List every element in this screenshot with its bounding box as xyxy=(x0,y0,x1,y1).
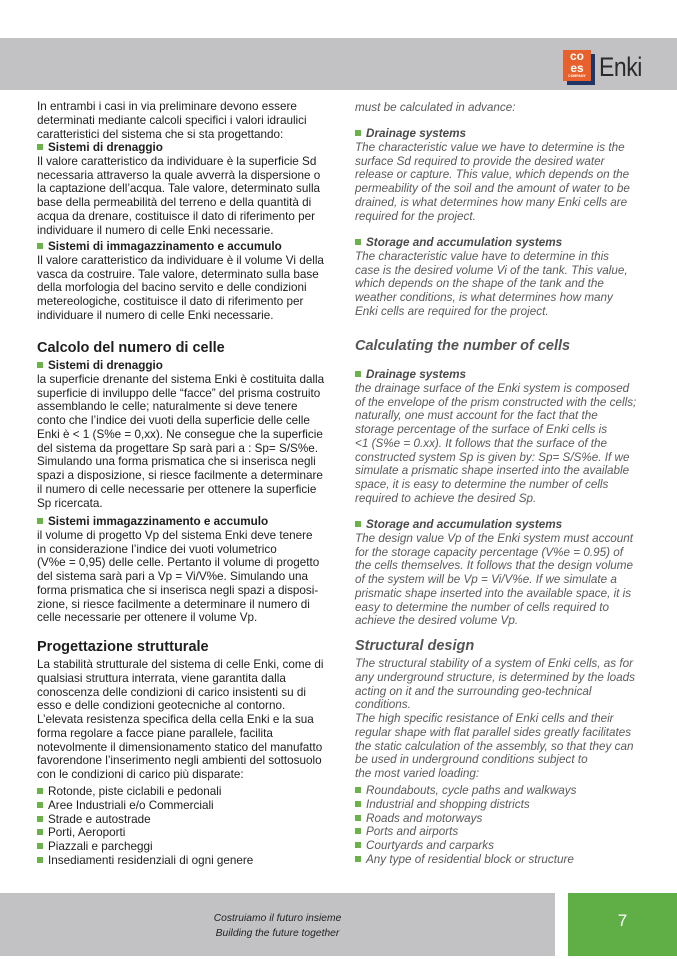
text-line: zione, si riesce facilmente a determinare il numero di xyxy=(37,597,310,611)
text-line: <1 (S%e = 0.xx). It follows that the surface of the xyxy=(355,436,608,450)
uses-list-en xyxy=(355,784,577,867)
bullet-icon xyxy=(355,239,361,245)
list-item-text: Ports and airports xyxy=(366,825,459,839)
list-item xyxy=(37,813,253,827)
text-line: which depends on the shape of the tank and the xyxy=(355,277,604,291)
logo-text-company: COMPANY xyxy=(568,74,586,78)
list-item xyxy=(355,798,577,812)
logo-text-co: co xyxy=(569,50,584,63)
text-line: la superficie drenante del sistema Enki è costituita dalla xyxy=(37,372,325,386)
bullet-icon xyxy=(355,801,361,807)
calc-storage-en xyxy=(355,518,633,628)
text-line: required to achieve the desired Sp. xyxy=(355,491,537,505)
list-item-text: Roads and motorways xyxy=(366,811,483,825)
text-line: Simulando una forma prismatica che si inserisca negli xyxy=(37,455,316,469)
subsection-title xyxy=(355,368,636,382)
list-item xyxy=(37,799,253,813)
list-item-text: Insediamenti residenziali di ogni genere xyxy=(48,853,254,867)
bullet-icon xyxy=(37,857,43,863)
text-line: caratteristici del sistema che si sta progettando: xyxy=(37,127,284,141)
subsection-title-text: Storage and accumulation systems xyxy=(366,236,563,249)
text-line: conoscenza delle condizioni di carico insistenti su di xyxy=(37,685,306,699)
bullet-icon xyxy=(37,843,43,849)
text-line: della morfologia del bacino servito e delle condizioni xyxy=(37,281,307,295)
heading-struct-en: Structural design xyxy=(355,638,475,654)
uses-list-it xyxy=(37,785,253,868)
text-line: Il valore caratteristico da individuare è il volume Vi della xyxy=(37,253,324,267)
text-line: la captazione dell’acqua. Tale valore, determinato sulla xyxy=(37,182,321,196)
list-item xyxy=(355,853,577,867)
text-line: forma prismatica che si inserisca negli spazi a disposi- xyxy=(37,583,319,597)
text-line: The high specific resistance of Enki cells and their xyxy=(355,712,614,725)
list-item-text: Industrial and shopping districts xyxy=(366,797,530,811)
subsection-title xyxy=(355,236,628,250)
bullet-icon xyxy=(355,521,361,527)
text-line: individuare il numero di celle Enki necessarie. xyxy=(37,308,274,322)
storage-en xyxy=(355,236,628,319)
text-line: qualsiasi struttura interrata, viene garantita dalla xyxy=(37,671,286,685)
text-line: drained, is what determines how many Enki cells are xyxy=(355,195,628,209)
bullet-icon xyxy=(37,243,43,249)
text-line: must be calculated in advance: xyxy=(355,101,516,114)
text-line: space, it is easy to determine the number of cells xyxy=(355,478,609,491)
text-line: Il valore caratteristico da individuare è la superficie Sd xyxy=(37,154,317,168)
text-line: of the system will be Vp = Vi/V%e. If we simulate a xyxy=(355,573,617,586)
text-line: surface Sd required to provide the desired water xyxy=(355,154,605,168)
heading-struct-it: Progettazione strutturale xyxy=(37,639,209,655)
coes-enki-logo xyxy=(563,50,653,86)
text-line: forma regolare a facce piane parallele, facilita xyxy=(37,726,273,740)
text-line: simulate a prismatic shape inserted into the available xyxy=(355,464,630,478)
text-line: required for the project. xyxy=(355,209,476,223)
subsection-title-text: Drainage systems xyxy=(366,368,467,381)
page-number: 7 xyxy=(617,911,628,930)
bullet-icon xyxy=(355,371,361,377)
text-line: vasca da costruire. Tale valore, determinato sulla base xyxy=(37,267,319,281)
subsection-title xyxy=(37,141,320,155)
text-line: il numero di celle necessarie per ottenere la superficie xyxy=(37,482,317,496)
list-item-text: Strade e autostrade xyxy=(48,812,151,826)
tagline-it: Costruiamo il futuro insieme xyxy=(213,913,342,924)
text-line: acting on it and the surrounding geo-technical xyxy=(355,684,592,698)
bullet-icon xyxy=(355,842,361,848)
subsection-title xyxy=(37,240,324,254)
list-item xyxy=(37,785,253,799)
text-line: case is the desired volume Vi of the tank. This value, xyxy=(355,263,628,277)
text-line: The characteristic value we have to determine is the xyxy=(355,140,625,154)
text-line: easy to determine the number of cells required to xyxy=(355,600,610,614)
text-line: individuare il numero di celle Enki necessarie. xyxy=(37,223,274,237)
calc-drainage-en xyxy=(355,368,636,506)
logo-text-es: es xyxy=(570,61,584,75)
text-line: acqua da drenare, costituisce il dato di riferimento per xyxy=(37,209,316,223)
text-line: the most varied loading: xyxy=(355,767,480,780)
subsection-title-text: Sistemi di drenaggio xyxy=(48,141,163,154)
text-line: base della permeabilità del terreno e della quantità di xyxy=(37,196,312,209)
heading-calc-en: Calculating the number of cells xyxy=(355,338,571,354)
text-line: favorendone l’inserimento negli ambienti del sottosuolo xyxy=(37,754,322,768)
list-item-text: Piazzali e parcheggi xyxy=(48,840,153,853)
subsection-title-text: Drainage systems xyxy=(366,127,467,140)
bullet-icon xyxy=(37,816,43,822)
footer-band xyxy=(0,893,555,956)
bullet-icon xyxy=(355,815,361,821)
list-item xyxy=(355,812,577,826)
subsection-title-text: Storage and accumulation systems xyxy=(366,518,563,531)
text-line: con le condizioni di carico più disparate: xyxy=(37,768,244,781)
text-line: achieve the desired volume Vp. xyxy=(355,614,519,628)
drainage-it xyxy=(37,141,320,237)
bullet-icon xyxy=(355,130,361,136)
text-line: constructed system Sp is given by: Sp= S/S%e. If we xyxy=(355,450,630,464)
text-line: be used in underground conditions subject to xyxy=(355,753,588,767)
list-item xyxy=(355,839,577,853)
text-line: La stabilità strutturale del sistema di celle Enki, come di xyxy=(37,658,324,671)
subsection-title xyxy=(355,127,630,141)
text-line: spazi a disposizione, si riesce facilmente a determinare xyxy=(37,469,323,482)
text-line: the static calculation of the assembly, so that they can xyxy=(355,739,634,753)
subsection-title xyxy=(37,359,324,373)
text-line: The design value Vp of the Enki system must account xyxy=(355,531,634,545)
struct-body-en xyxy=(355,657,635,781)
text-line: storage percentage of the surface of Enki cells is xyxy=(355,423,608,436)
text-line: L’elevata resistenza specifica della cella Enki e la sua xyxy=(37,713,314,726)
text-line: of the envelope of the prism constructed with the cells; xyxy=(355,395,637,409)
drainage-en xyxy=(355,127,630,223)
list-item xyxy=(355,784,577,798)
text-line: In entrambi i casi in via preliminare devono essere xyxy=(37,100,297,113)
text-line: celle necessarie per ottenere il volume Vp. xyxy=(37,611,258,625)
list-item-text: Roundabouts, cycle paths and walkways xyxy=(366,784,577,797)
text-line: il volume di progetto Vp del sistema Enki deve tenere xyxy=(37,528,313,542)
text-line: conditions. xyxy=(355,698,411,712)
text-line: Enki è < 1 (S%e = 0,xx). Ne consegue che la superficie xyxy=(37,427,323,441)
text-line: in considerazione l’indice dei vuoti volumetrico xyxy=(37,542,277,556)
intro-it xyxy=(37,100,307,141)
list-item xyxy=(37,854,253,868)
bullet-icon xyxy=(37,802,43,808)
subsection-title-text: Sistemi di drenaggio xyxy=(48,359,163,372)
text-line: naturally, one must account for the fact that the xyxy=(355,409,598,423)
text-line: Sp ricercata. xyxy=(37,496,103,510)
storage-it xyxy=(37,240,324,323)
text-line: prismatic shape inserted into the available space, it is xyxy=(355,586,632,600)
subsection-title xyxy=(355,518,633,532)
bullet-icon xyxy=(37,788,43,794)
tagline-en: Building the future together xyxy=(215,928,340,939)
list-item-text: Courtyards and carparks xyxy=(366,839,494,852)
bullet-icon xyxy=(355,787,361,793)
text-line: permeability of the soil and the amount of water to be xyxy=(355,182,630,195)
text-line: assemblando le celle; naturalmente si deve tenere xyxy=(37,400,298,414)
text-line: any underground structure, is determined by the loads xyxy=(355,670,636,684)
text-line: del sistema da progettare Sp sarà pari a : Sp= S/S%e. xyxy=(37,441,318,455)
text-line: (V%e = 0,95) delle celle. Pertanto il volume di progetto xyxy=(37,556,320,570)
text-line: the cells themselves. It follows that the design volume xyxy=(355,559,634,573)
page-number-box xyxy=(568,893,677,956)
text-line: necessaria attraverso la quale avverrà la dispersione o xyxy=(37,168,321,182)
text-line: The characteristic value have to determine in this xyxy=(355,249,610,263)
intro-en xyxy=(355,101,515,115)
text-line: del sistema sarà pari a Vp = Vi/V%e. Simulando una xyxy=(37,570,309,583)
list-item-text: Rotonde, piste ciclabili e pedonali xyxy=(48,785,222,798)
text-line: The structural stability of a system of Enki cells, as for xyxy=(355,657,634,670)
bullet-icon xyxy=(355,856,361,862)
list-item xyxy=(355,825,577,839)
text-line: metereologiche, costituisce il dato di riferimento per xyxy=(37,295,304,308)
text-line: the drainage surface of the Enki system is composed xyxy=(355,381,630,395)
coes-logo-mark xyxy=(563,50,591,81)
list-item xyxy=(37,840,253,854)
text-line: weather conditions, is what determines how many xyxy=(355,291,613,304)
calc-drainage-it xyxy=(37,359,324,510)
bullet-icon xyxy=(355,828,361,834)
calc-storage-it xyxy=(37,515,319,625)
text-line: esso e delle condizioni geotecniche al contorno. xyxy=(37,699,286,713)
struct-body-it xyxy=(37,658,323,782)
bullet-icon xyxy=(37,144,43,150)
heading-calc-it: Calcolo del numero di celle xyxy=(37,340,225,356)
subsection-title xyxy=(37,515,319,529)
text-line: determinati mediante calcoli specifici i valori idraulici xyxy=(37,113,307,127)
bullet-icon xyxy=(37,829,43,835)
list-item-text: Porti, Aeroporti xyxy=(48,826,126,840)
bullet-icon xyxy=(37,518,43,524)
text-line: for the storage capacity percentage (V%e = 0.95) of xyxy=(355,545,623,559)
subsection-title-text: Sistemi di immagazzinamento e accumulo xyxy=(48,240,282,253)
list-item xyxy=(37,826,253,840)
list-item-text: Aree Industriali e/o Commerciali xyxy=(48,798,214,812)
subsection-title-text: Sistemi immagazzinamento e accumulo xyxy=(48,515,269,528)
text-line: release or capture. This value, which depends on the xyxy=(355,168,630,182)
text-line: notevolmente il dimensionamento statico del manufatto xyxy=(37,740,323,754)
bullet-icon xyxy=(37,362,43,368)
brand-name: Enki xyxy=(599,52,642,82)
text-line: superficie di inviluppo delle “facce” del prisma costruito xyxy=(37,386,321,400)
text-line: conto che l’indice dei vuoti della superficie delle celle xyxy=(37,414,310,427)
text-line: regular shape with flat parallel sides greatly facilitates xyxy=(355,725,632,739)
list-item-text: Any type of residential block or structure xyxy=(366,852,574,866)
text-line: Enki cells are required for the project. xyxy=(355,304,549,318)
